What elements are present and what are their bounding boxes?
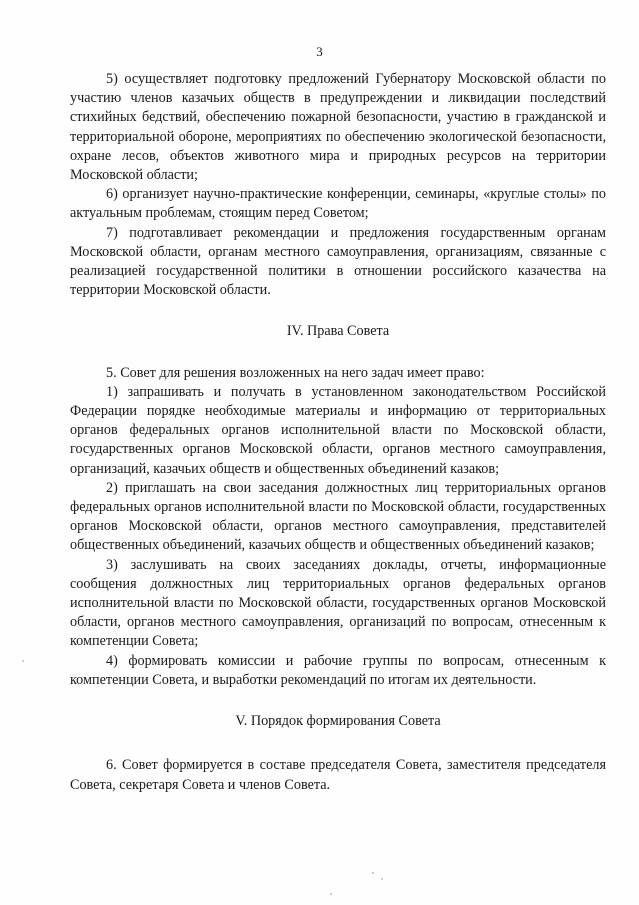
section-heading-rights: IV. Права Совета [286,323,390,340]
paragraph-clause-6: 6. Совет формируется в составе председателя Совета, заместителя председателя Совета, секретаря Совета и членов Совета. [70,757,606,793]
scan-speck [381,878,383,880]
paragraph-right-3: 3) заслушивать на своих заседаниях доклады, отчеты, информационные сообщения должностных лиц территориальных органов федеральных органов исполнительной власти по Московской области, государственных органов Московской области, органов местного самоуправления, организаций по вопросам, отнесенным к компетенции Совета; [70,556,606,650]
paragraph-item-6: 6) организует научно-практические конференции, семинары, «круглые столы» по актуальным проблемам, стоящим перед Советом; [70,186,606,222]
scan-speck [330,893,332,895]
paragraph-right-2: 2) приглашать на свои заседания должностных лиц территориальных органов федеральных органов исполнительной власти по Московской области, государственных органов Московской области, органов местного самоуправления, представителей общественных объединений, казачьих обществ и общественных объединений казаков; [70,479,606,554]
paragraph-item-7: 7) подготавливает рекомендации и предложения государственным органам Московской области, органам местного самоуправления, организациям, связанные с реализацией государственной политики в отношении российского казачества на территории Московской области. [70,224,606,299]
scan-speck [22,660,24,662]
scan-speck [372,872,374,874]
paragraph-right-1: 1) запрашивать и получать в установленном законодательством Российской Федерации порядке необходимые материалы и информацию от территориальных органов федеральных органов исполнительной власти по Московской области, государственных органов Московской области, органов местного самоуправления, организаций, казачьих обществ и общественных объединений казаков; [70,383,606,477]
document-body [70,70,606,795]
page-number: 3 [316,44,323,59]
paragraph-right-4: 4) формировать комиссии и рабочие группы по вопросам, отнесенным к компетенции Совета, и выработки рекомендаций по итогам их деятельности. [70,652,606,688]
paragraph-item-5: 5) осуществляет подготовку предложений Губернатору Московской области по участию членов казачьих обществ в предупреждении и ликвидации последствий стихийных бедствий, обеспечению пожарной безопасности, участию в гражданской и территориальной обороне, мероприятиях по обеспечению экологической безопасности, охране лесов, объектов животного мира и природных ресурсов на территории Московской области; [70,71,606,184]
paragraph-clause-5: 5. Совет для решения возложенных на него задач имеет право: [106,364,485,381]
section-heading-formation: V. Порядок формирования Совета [235,713,441,730]
